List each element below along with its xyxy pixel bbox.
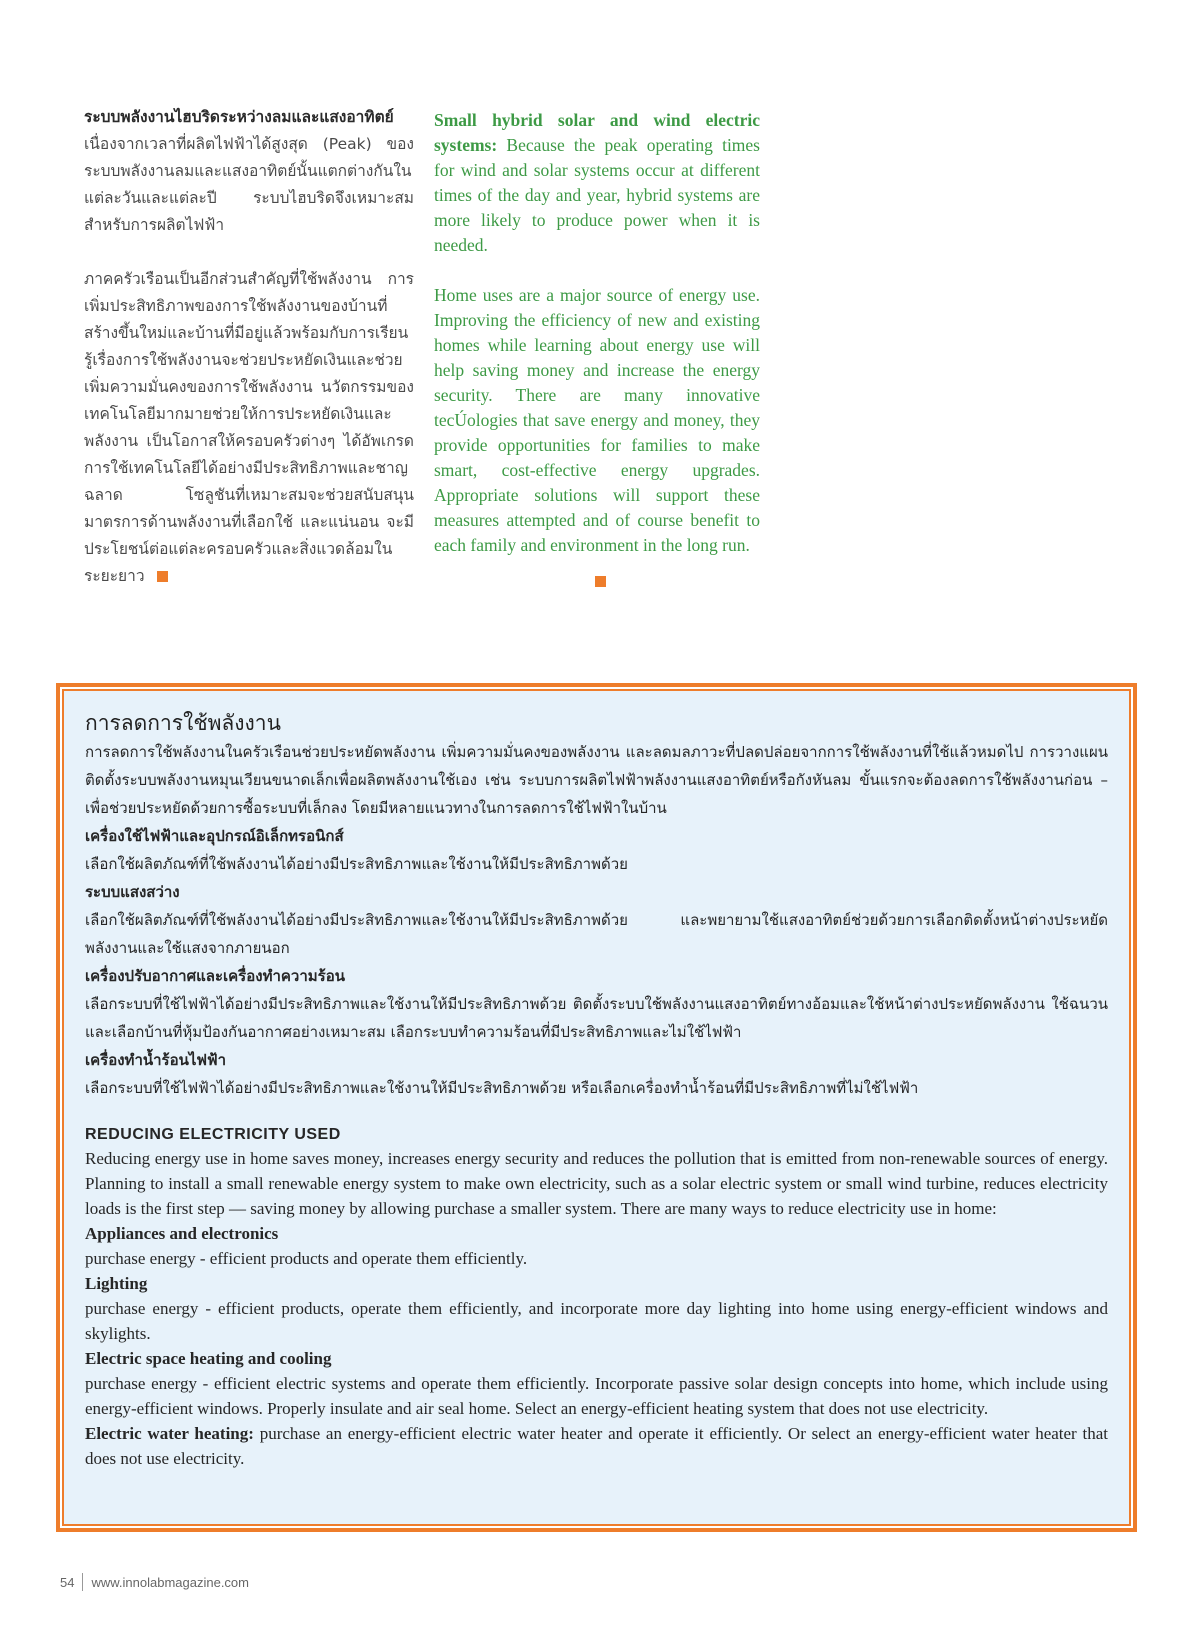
box-thai-text-appliances: เลือกใช้ผลิตภัณฑ์ที่ใช้พลังงานได้อย่างมีประสิทธิภาพและใช้งานให้มีประสิทธิภาพด้วย [85, 855, 628, 873]
box-english-text-water-heating: purchase an energy-efficient electric water heater and operate it efficiently. Or select an energy-efficient water heater that does not use electricity. [85, 1424, 1108, 1468]
end-of-article-square-icon [157, 571, 168, 582]
box-english-text-appliances: purchase energy - efficient products and operate them efficiently. [85, 1249, 528, 1268]
box-thai-text-heating-cooling: เลือกระบบที่ใช้ไฟฟ้าได้อย่างมีประสิทธิภาพและใช้งานให้มีประสิทธิภาพด้วย ติดตั้งระบบใช้พลังงานแสงอาทิตย์ทางอ้อมและใช้หน้าต่างประหยัดพลังงาน ใช้ฉนวนและเลือกบ้านที่หุ้มป้องกันอากาศอย่างเหมาะสม เลือกระบบทำความร้อนที่มีประสิทธิภาพและไม่ใช้ไฟฟ้า [85, 995, 1108, 1041]
thai-intro-text: เนื่องจากเวลาที่ผลิตไฟฟ้าได้สูงสุด (Peak) ของระบบพลังงานลมและแสงอาทิตย์นั้นแตกต่างกันในแต่ละวันและแต่ละปี ระบบไฮบริดจึงเหมาะสมสำหรับการผลิตไฟฟ้า [84, 135, 414, 234]
box-english-subheading-water-heating: Electric water heating: [85, 1424, 254, 1443]
box-thai-subheading-heating-cooling: เครื่องปรับอากาศและเครื่องทำความร้อน [85, 967, 345, 985]
box-thai-intro: การลดการใช้พลังงานในครัวเรือนช่วยประหยัดพลังงาน เพิ่มความมั่นคงของพลังงาน และลดมลภาวะที่ปลดปล่อยจากการใช้พลังงานที่ใช้แล้วหมดไป การวางแผนติดตั้งระบบพลังงานหมุนเวียนขนาดเล็กเพื่อผลิตพลังงานใช้เอง เช่น ระบบการผลิตไฟฟ้าพลังงานแสงอาทิตย์หรือกังหันลม ขั้นแรกจะต้องลดการใช้พลังงานก่อน – เพื่อช่วยประหยัดด้วยการซื้อระบบที่เล็กลง โดยมีหลายแนวทางในการลดการใช้ไฟฟ้าในบ้าน [85, 743, 1108, 817]
english-intro-paragraph [434, 108, 760, 258]
english-section-heading: Small hybrid solar and wind electric systems: [434, 110, 760, 155]
box-english-title: REDUCING ELECTRICITY USED [85, 1126, 341, 1143]
box-thai-text-lighting: เลือกใช้ผลิตภัณฑ์ที่ใช้พลังงานได้อย่างมีประสิทธิภาพและใช้งานให้มีประสิทธิภาพด้วย และพยายามใช้แสงอาทิตย์ช่วยด้วยการเลือกติดตั้งหน้าต่างประหยัดพลังงานและใช้แสงจากภายนอก [85, 911, 1108, 957]
english-body-text: Home uses are a major source of energy use. Improving the efficiency of new and existing homes while learning about energy use will help saving money and increase the energy security. There are many innovative tecÚologies that save energy and money, they provide opportunities for families to make smart, cost-effective energy upgrades. Appropriate solutions will support these measures attempted and of course benefit to each family and environment in the long run. [434, 285, 760, 555]
box-english-subheading-appliances: Appliances and electronics [85, 1224, 279, 1243]
end-of-article-square-icon [595, 576, 606, 587]
box-thai-subheading-appliances: เครื่องใช้ไฟฟ้าและอุปกรณ์อิเล็กทรอนิกส์ [85, 827, 344, 845]
box-thai-text-water-heating: เลือกระบบที่ใช้ไฟฟ้าได้อย่างมีประสิทธิภาพและใช้งานให้มีประสิทธิภาพด้วย หรือเลือกเครื่องทำน้ำร้อนที่มีประสิทธิภาพที่ไม่ใช้ไฟฟ้า [85, 1079, 919, 1097]
footer-divider [82, 1573, 83, 1591]
box-thai-title: การลดการใช้พลังงาน [85, 711, 281, 735]
box-english-text-lighting: purchase energy - efficient products, operate them efficiently, and incorporate more day lighting into home using energy-efficient windows and skylights. [85, 1299, 1108, 1343]
thai-intro-paragraph [84, 104, 414, 239]
sidebar-box-content [85, 708, 1108, 1471]
page-number: 54 [60, 1574, 75, 1590]
english-body-paragraph [434, 283, 760, 558]
box-english-intro: Reducing energy use in home saves money, increases energy security and reduces the pollution that is emitted from non-renewable sources of energy. Planning to install a small renewable energy system to make own electricity, such as a solar electric system or small wind turbine, reduces electricity loads is the first step — saving money by allowing purchase a smaller system. There are many ways to reduce electricity use in home: [85, 1149, 1108, 1218]
thai-section-heading: ระบบพลังงานไฮบริดระหว่างลมและแสงอาทิตย์ [84, 108, 394, 126]
box-thai-subheading-water-heating: เครื่องทำน้ำร้อนไฟฟ้า [85, 1051, 227, 1069]
page-footer [60, 1573, 249, 1591]
thai-column [84, 104, 414, 590]
box-english-subheading-heating-cooling: Electric space heating and cooling [85, 1349, 332, 1368]
box-english-water-heating-paragraph [85, 1421, 1108, 1471]
english-column [434, 108, 760, 587]
box-thai-subheading-lighting: ระบบแสงสว่าง [85, 883, 180, 901]
english-intro-text: Because the peak operating times for wind and solar systems occur at different times of the day and year, hybrid systems are more likely to produce power when it is needed. [434, 135, 760, 255]
box-english-subheading-lighting: Lighting [85, 1274, 148, 1293]
thai-body-paragraph [84, 266, 414, 590]
box-english-text-heating-cooling: purchase energy - efficient electric systems and operate them efficiently. Incorporate passive solar design concepts into home, which include using energy-efficient windows. Properly insulate and air seal home. Select an energy-efficient heating system that does not use electricity. [85, 1374, 1108, 1418]
thai-body-text: ภาคครัวเรือนเป็นอีกส่วนสำคัญที่ใช้พลังงาน การเพิ่มประสิทธิภาพของการใช้พลังงานของบ้านที่สร้างขึ้นใหม่และบ้านที่มีอยู่แล้วพร้อมกับการเรียนรู้เรื่องการใช้พลังงานจะช่วยประหยัดเงินและช่วยเพิ่มความมั่นคงของการใช้พลังงาน นวัตกรรมของเทคโนโลยีมากมายช่วยให้การประหยัดเงินและพลังงาน เป็นโอกาสให้ครอบครัวต่างๆ ได้อัพเกรดการใช้เทคโนโลยีได้อย่างมีประสิทธิภาพและชาญฉลาด โซลูชันที่เหมาะสมจะช่วยสนับสนุนมาตรการด้านพลังงานที่เลือกใช้ และแน่นอน จะมีประโยชน์ต่อแต่ละครอบครัวและสิ่งแวดล้อมในระยะยาว [84, 270, 414, 585]
footer-url: www.innolabmagazine.com [91, 1574, 249, 1590]
